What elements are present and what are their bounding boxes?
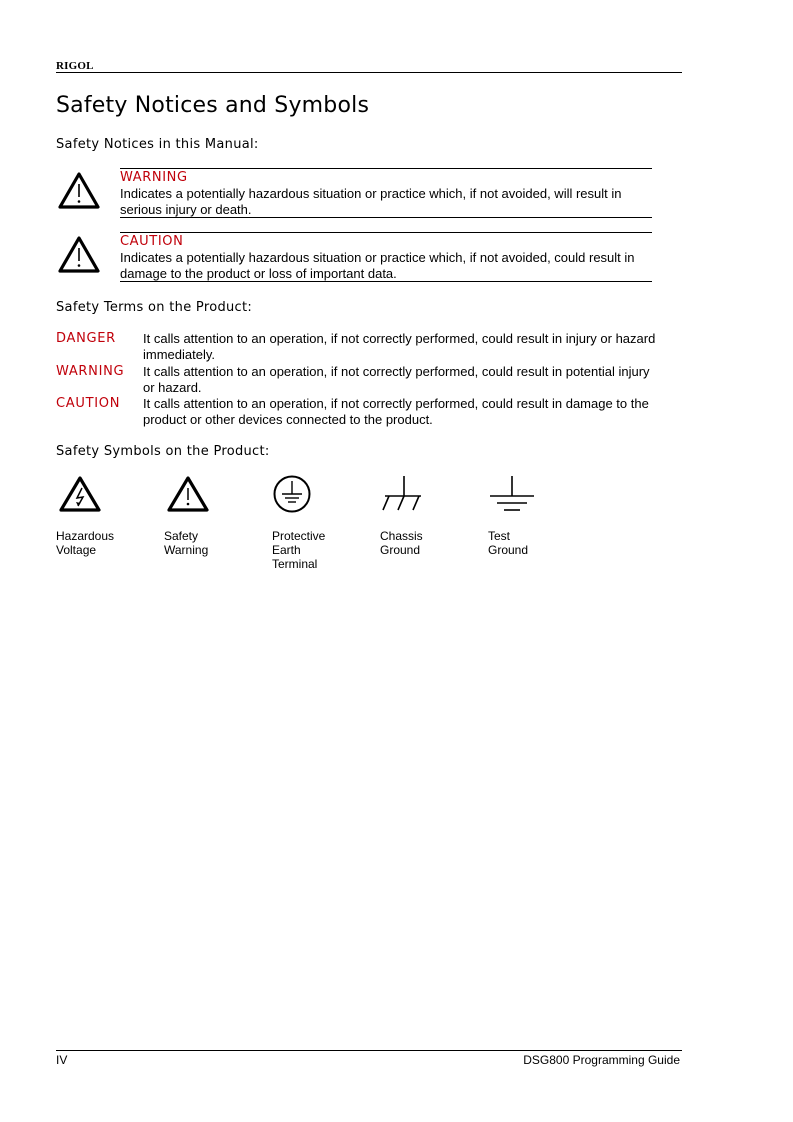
symbol-label-chassis-ground: Chassis Ground [380, 529, 423, 557]
term-row-caution [56, 396, 656, 428]
safety-terms-list [56, 331, 656, 429]
brand-logo: RIGOL [56, 60, 94, 72]
page-title: Safety Notices and Symbols [56, 93, 370, 118]
caution-notice-box [120, 232, 652, 282]
term-text-caution: It calls attention to an operation, if not correctly performed, could result in damage to the product or other devices connected to the product. [143, 396, 649, 427]
document-title: DSG800 Programming Guide [523, 1053, 680, 1067]
caution-label: CAUTION [120, 234, 184, 249]
chassis-ground-icon [380, 472, 430, 518]
caution-notice [56, 232, 652, 282]
caution-triangle-icon [58, 236, 100, 274]
term-label-caution: CAUTION [56, 396, 121, 411]
warning-notice [56, 168, 652, 218]
safety-terms-heading: Safety Terms on the Product: [56, 300, 253, 315]
safety-symbols-heading: Safety Symbols on the Product: [56, 444, 270, 459]
safety-symbols-row [56, 472, 656, 582]
term-label-danger: DANGER [56, 331, 116, 346]
term-text-danger: It calls attention to an operation, if not correctly performed, could result in injury or hazard immediately. [143, 331, 656, 362]
term-text-warning: It calls attention to an operation, if not correctly performed, could result in potential injury or hazard. [143, 363, 650, 395]
symbol-label-hazardous-voltage: Hazardous Voltage [56, 529, 115, 557]
symbol-label-safety-warning: Safety Warning [164, 529, 209, 557]
warning-text: Indicates a potentially hazardous situation or practice which, if not avoided, will result in serious injury or death. [120, 186, 622, 217]
caution-text: Indicates a potentially hazardous situation or practice which, if not avoided, could result in damage to the product or loss of important data. [120, 250, 635, 281]
test-ground-icon [488, 472, 538, 518]
page-number: IV [56, 1053, 68, 1067]
symbol-chassis-ground [380, 472, 480, 557]
warning-label: WARNING [120, 170, 188, 185]
symbol-label-protective-earth: Protective Earth Terminal [272, 529, 326, 571]
symbol-safety-warning [164, 472, 264, 557]
symbol-test-ground [488, 472, 588, 557]
term-row-warning [56, 364, 656, 396]
term-label-warning: WARNING [56, 363, 125, 379]
symbol-hazardous-voltage [56, 472, 156, 557]
term-row-danger [56, 331, 656, 363]
safety-warning-icon [164, 472, 214, 518]
protective-earth-terminal-icon [272, 472, 322, 518]
safety-notices-heading: Safety Notices in this Manual: [56, 137, 259, 152]
symbol-label-test-ground: Test Ground [488, 529, 529, 557]
warning-notice-box [120, 168, 652, 218]
page-footer [56, 1050, 682, 1069]
warning-triangle-icon [58, 172, 100, 210]
symbol-protective-earth [272, 472, 372, 571]
page-header [56, 56, 682, 73]
hazardous-voltage-icon [56, 472, 106, 518]
